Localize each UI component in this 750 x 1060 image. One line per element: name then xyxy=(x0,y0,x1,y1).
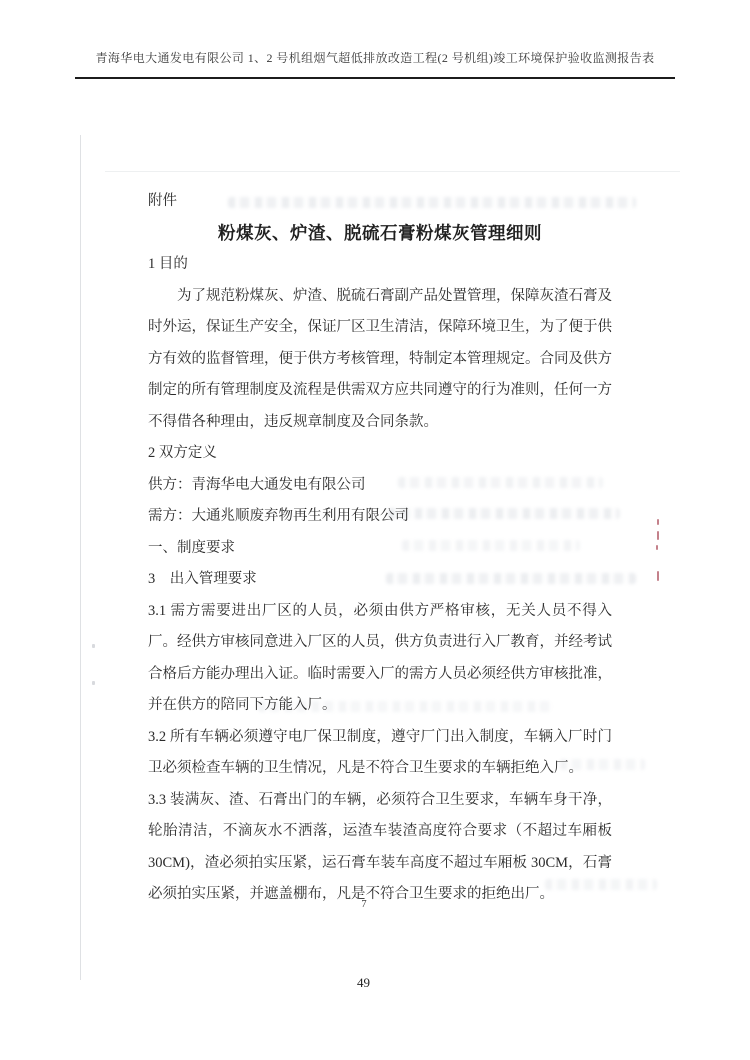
red-ink-speck xyxy=(656,545,658,550)
scan-speck xyxy=(92,681,95,685)
document-title: 粉煤灰、炉渣、脱硫石膏粉煤灰管理细则 xyxy=(218,222,542,243)
clause-3-2: 3.2 所有车辆必须遵守电厂保卫制度，遵守厂门出入制度，车辆入厂时门卫必须检查车辆的卫生情况，凡是不符合卫生要求的车辆拒绝入厂。 xyxy=(148,728,612,776)
system-requirement-heading: 一、制度要求 xyxy=(148,539,235,556)
purpose-heading: 1 目的 xyxy=(148,256,188,272)
purpose-paragraph: 为了规范粉煤灰、炉渣、脱硫石膏副产品处置管理，保障灰渣石膏及时外运，保证生产安全，保证厂区卫生清洁，保障环境卫生，为了便于供方有效的监督管理，便于供方考核管理，特制定本管理规定。合同及供方制定的所有管理制度及流程是供需双方应共同遵守的行为准则，任何一方不得借各种理由，违反规章制度及合同条款。 xyxy=(148,287,612,430)
red-ink-speck xyxy=(657,571,659,581)
header-divider xyxy=(75,77,675,79)
supplier-line: 供方：青海华电大通发电有限公司 xyxy=(148,476,366,493)
access-management-heading: 3 出入管理要求 xyxy=(148,571,257,587)
buyer-line: 需方：大通兆顺废弃物再生利用有限公司 xyxy=(148,508,409,524)
attachment-document xyxy=(148,186,612,911)
red-ink-speck xyxy=(657,519,659,525)
clause-3-1: 3.1 需方需要进出厂区的人员，必须由供方严格审核，无关人员不得入厂。经供方审核同意进入厂区的人员，供方负责进行入厂教育，并经考试合格后方能办理出入证。临时需要入厂的需方人员必须经供方审核批准，并在供方的陪同下方能入厂。 xyxy=(148,602,612,713)
definition-heading: 2 双方定义 xyxy=(148,445,217,461)
clause-3-3: 3.3 装满灰、渣、石膏出门的车辆，必须符合卫生要求，车辆车身干净，轮胎清洁，不滴灰水不洒落，运渣车装渣高度符合要求（不超过车厢板 30CM)，渣必须拍实压紧，运石膏车装车高度不超过车厢板 30CM，石膏必须拍实压紧，并遮盖棚布，凡是不符合卫生要求的拒绝出厂。 xyxy=(148,791,612,902)
scan-page-left-edge xyxy=(80,135,81,980)
red-ink-speck xyxy=(657,531,659,540)
report-header-title: 青海华电大通发电有限公司 1、2 号机组烟气超低排放改造工程(2 号机组)竣工环境保护验收监测报告表 xyxy=(95,51,655,65)
scan-speck xyxy=(92,644,95,648)
inner-page-number: 7 xyxy=(361,899,367,910)
scan-page-top-edge xyxy=(105,171,680,172)
footer-page-number: 49 xyxy=(357,975,370,990)
attachment-label: 附件 xyxy=(148,193,177,209)
